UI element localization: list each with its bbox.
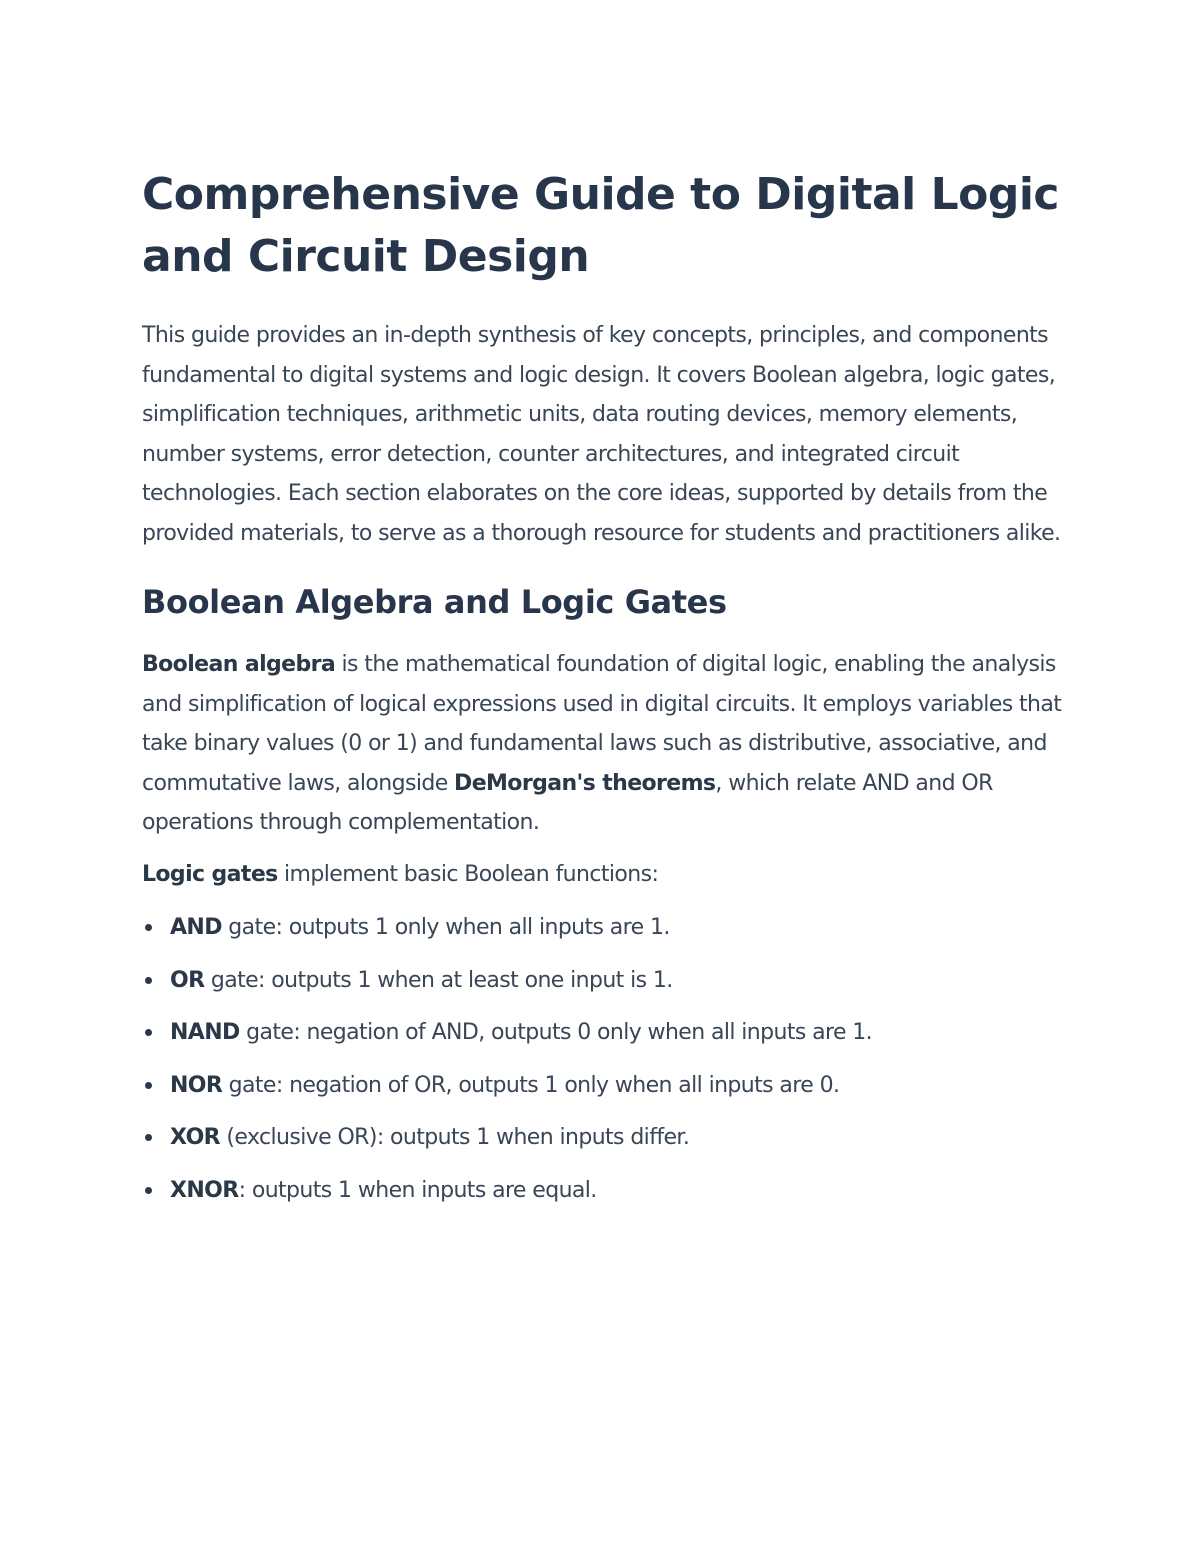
gate-description: gate: negation of OR, outputs 1 only when all inputs are 0.: [222, 1072, 840, 1098]
term-boolean-algebra: Boolean algebra: [142, 652, 336, 677]
term-demorgans-theorems: DeMorgan's theorems: [454, 770, 716, 796]
gate-name: NAND: [170, 1020, 240, 1045]
list-item: [142, 1118, 1062, 1158]
gate-description: : outputs 1 when inputs are equal.: [238, 1177, 597, 1203]
list-item: [142, 1171, 1062, 1211]
list-item: [142, 961, 1062, 1001]
gate-description: gate: outputs 1 only when all inputs are 1.: [221, 915, 670, 940]
document-page: [142, 164, 1062, 1223]
gate-name: OR: [170, 967, 205, 993]
intro-paragraph: This guide provides an in-depth synthesis of key concepts, principles, and components fundamental to digital systems and logic design. It covers Boolean algebra, logic gates, simplification techniques, arithmetic units, data routing devices, memory elements, number systems, error detection, counter architectures, and integrated circuit technologies. Each section elaborates on the core ideas, supported by details from the provided materials, to serve as a thorough resource for students and practitioners alike.: [142, 323, 1061, 546]
bullet-icon: [145, 977, 152, 984]
bullet-icon: [145, 1082, 152, 1089]
gate-name: XNOR: [170, 1177, 239, 1203]
gate-name: NOR: [170, 1072, 223, 1098]
boolean-algebra-text-1: is the mathematical foundation of digital logic, enabling the analysis and simplification of logical expressions used in digital circuits. It employs variables that take binary values (0 or 1) and fundamental laws such as distributive, associative, and commutative laws, alongside: [142, 652, 1062, 796]
logic-gates-list: [142, 908, 1062, 1210]
gate-description: (exclusive OR): outputs 1 when inputs differ.: [220, 1125, 690, 1150]
bullet-icon: [145, 924, 152, 931]
bullet-icon: [145, 1029, 152, 1036]
term-logic-gates: Logic gates: [142, 861, 278, 887]
boolean-algebra-paragraph: [142, 645, 1062, 843]
list-item: [142, 1066, 1062, 1106]
boolean-algebra-text-2: , which relate AND and OR operations through complementation.: [142, 770, 993, 835]
logic-gates-text: implement basic Boolean functions:: [277, 861, 659, 887]
gate-name: AND: [170, 915, 222, 940]
bullet-icon: [145, 1187, 152, 1194]
list-item: [142, 908, 1062, 948]
gate-description: gate: outputs 1 when at least one input is 1.: [204, 967, 673, 993]
section-heading-boolean-algebra: Boolean Algebra and Logic Gates: [142, 583, 727, 621]
gate-description: gate: negation of AND, outputs 0 only when all inputs are 1.: [239, 1020, 873, 1045]
logic-gates-paragraph: [142, 855, 1062, 895]
page-title: Comprehensive Guide to Digital Logic and Circuit Design: [142, 169, 1059, 282]
list-item: [142, 1013, 1062, 1053]
gate-name: XOR: [170, 1125, 221, 1150]
bullet-icon: [145, 1134, 152, 1141]
